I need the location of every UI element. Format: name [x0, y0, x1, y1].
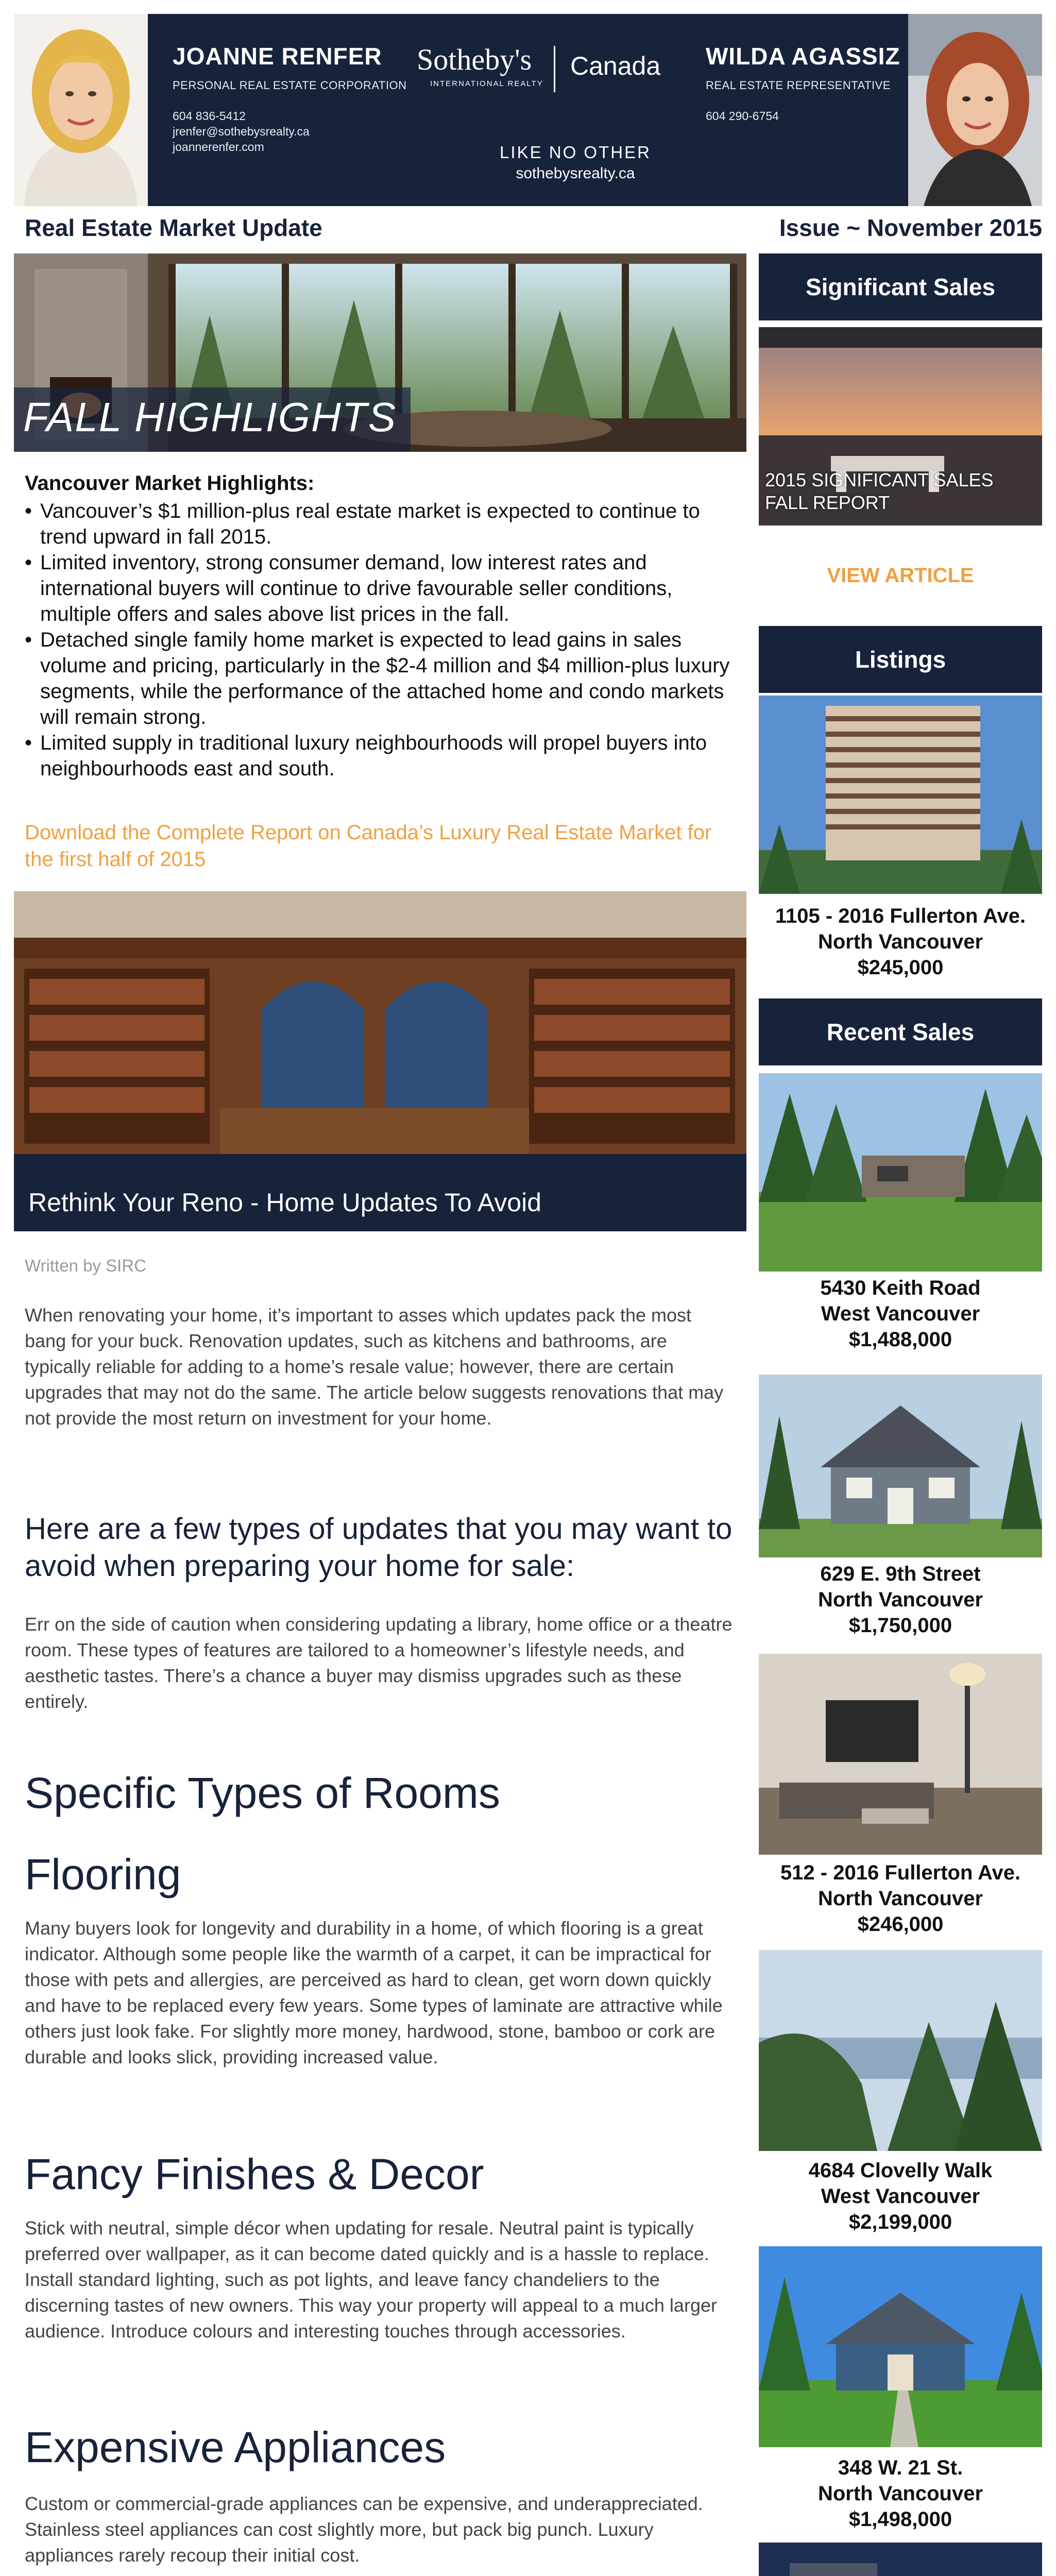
listing-address: 1105 - 2016 Fullerton Ave.	[775, 905, 1026, 927]
section-heading-flooring: Flooring	[25, 1850, 181, 1899]
recent-sales-heading: Recent Sales	[759, 998, 1042, 1065]
view-article-link[interactable]: VIEW ARTICLE	[827, 564, 974, 587]
listing-price: $245,000	[857, 956, 944, 979]
logo-divider	[554, 46, 555, 92]
recent-sale-image[interactable]	[759, 1073, 1042, 1272]
section-text-appliances: Custom or commercial-grade appliances can be expensive, and underappreciated. Stainless steel appliances can cost slightly more, but pack big punch. Luxury appliances rarely recoup their initial cost.	[25, 2493, 703, 2566]
recent-sale-info[interactable]	[759, 2158, 1042, 2235]
section-text-flooring: Many buyers look for longevity and durability in a home, of which flooring is a great indicator. Although some people like the warmth of a carpet, it can be impractical for those with pets and allergies, are perceived as hard to clean, get worn down quickly and have to be replaced every few years. Some types of laminate are attractive while others just look fake. For slightly more money, hardwood, stone, bamboo or cork are durable and looks slick, providing increased value.	[25, 1918, 723, 2067]
significant-sales-heading: Significant Sales	[759, 253, 1042, 320]
library-image[interactable]	[14, 891, 746, 1154]
recent-sale-address: 4684 Clovelly Walk	[808, 2159, 993, 2182]
newsletter-title: Real Estate Market Update	[25, 214, 322, 241]
recent-sale-info[interactable]	[759, 1860, 1042, 1937]
recent-sale-price: $1,488,000	[848, 1328, 952, 1351]
header-banner	[14, 14, 1042, 206]
sothebys-logo-text: Sotheby's	[417, 43, 532, 76]
company-website[interactable]: sothebysrealty.ca	[516, 165, 635, 182]
fall-highlights-caption: FALL HIGHLIGHTS	[23, 394, 397, 440]
recent-sale-image[interactable]	[759, 2543, 1042, 2576]
highlight-bullet: • Vancouver’s $1 million-plus real estate market is expected to continue to trend upward in fall 2015.	[25, 498, 736, 550]
left-agent-name: JOANNE RENFER	[173, 43, 382, 70]
article-intro: When renovating your home, it’s important to asses which updates pack the most bang for your buck. Renovation updates, such as kitchens and bathrooms, are typically reliable for adding to a home’s resale value; however, there are certain upgrades that may not do the same. The article below suggests renovations that may not provide the most return on investment for your home.	[25, 1304, 724, 1429]
recent-sale-price: $1,498,000	[848, 2508, 952, 2531]
recent-sale-address: 512 - 2016 Fullerton Ave.	[780, 1861, 1021, 1884]
listing-area: North Vancouver	[817, 930, 983, 953]
right-agent-phone: 604 290-6754	[706, 109, 779, 123]
recent-sale-area: West Vancouver	[821, 2185, 980, 2208]
recent-sale-info[interactable]	[759, 1275, 1042, 1352]
section-heading-rooms: Specific Types of Rooms	[25, 1769, 500, 1817]
recent-sale-image[interactable]	[759, 1950, 1042, 2151]
newsletter-issue: Issue ~ November 2015	[779, 214, 1042, 241]
section-heading-finishes: Fancy Finishes & Decor	[25, 2150, 484, 2198]
tagline: LIKE NO OTHER	[500, 143, 651, 162]
logo-canada: Canada	[570, 52, 661, 80]
listing-info[interactable]	[759, 903, 1042, 980]
recent-sale-area: North Vancouver	[817, 1588, 983, 1611]
agent-photo-wilda	[908, 14, 1042, 206]
updates-subheading: Here are a few types of updates that you may want to avoid when preparing your home for sale:	[25, 1512, 733, 1583]
sothebys-logo-subtext: INTERNATIONAL REALTY	[430, 79, 543, 88]
left-agent-email[interactable]: jrenfer@sothebysrealty.ca	[173, 125, 310, 138]
recent-sale-image[interactable]	[759, 2246, 1042, 2447]
listing-image-1105-fullerton[interactable]	[759, 696, 1042, 894]
recent-sale-address: 629 E. 9th Street	[820, 1563, 981, 1585]
recent-sale-area: North Vancouver	[817, 1887, 983, 1910]
agent-photo-joanne	[14, 14, 148, 206]
left-agent-phone: 604 836-5412	[173, 109, 246, 123]
recent-sale-price: $2,199,000	[848, 2211, 952, 2233]
right-agent-name: WILDA AGASSIZ	[706, 43, 900, 70]
recent-sale-image[interactable]	[759, 1654, 1042, 1855]
significant-sales-caption: 2015 SIGNIFICANT SALES FALL REPORT	[765, 469, 994, 513]
highlight-bullet: • Limited inventory, strong consumer demand, low interest rates and international buyers will continue to drive favourable seller conditions, multiple offers and sales above list prices in the fall.	[25, 550, 736, 627]
highlight-bullet: • Limited supply in traditional luxury neighbourhoods will propel buyers into neighbourhoods east and south.	[25, 730, 736, 782]
highlights-list	[25, 498, 736, 782]
left-agent-title: PERSONAL REAL ESTATE CORPORATION	[173, 79, 407, 92]
recent-sale-price: $1,750,000	[848, 1614, 952, 1637]
section-heading-appliances: Expensive Appliances	[25, 2423, 446, 2471]
left-agent-website[interactable]: joannerenfer.com	[173, 140, 264, 154]
highlight-bullet: • Detached single family home market is expected to lead gains in sales volume and pricing, particularly in the $2-4 million and $4 million-plus luxury segments, while the performance of the attached home and condo markets will remain strong.	[25, 627, 736, 730]
recent-sale-address: 348 W. 21 St.	[838, 2456, 963, 2479]
recent-sale-address: 5430 Keith Road	[820, 1277, 981, 1299]
updates-paragraph: Err on the side of caution when considering updating a library, home office or a theatre room. These types of features are tailored to a homeowner’s lifestyle needs, and aesthetic tastes. There’s a chance a buyer may dismiss upgrades such as these entirely.	[25, 1614, 733, 1712]
article-byline: Written by SIRC	[25, 1256, 146, 1275]
recent-sale-area: North Vancouver	[817, 2482, 983, 2505]
recent-sale-area: West Vancouver	[821, 1302, 980, 1325]
recent-sale-price: $246,000	[857, 1913, 944, 1936]
highlights-title: Vancouver Market Highlights:	[25, 472, 315, 495]
recent-sale-info[interactable]	[759, 1561, 1042, 1638]
recent-sale-info[interactable]	[759, 2455, 1042, 2532]
right-agent-title: REAL ESTATE REPRESENTATIVE	[706, 79, 891, 92]
recent-sale-image[interactable]	[759, 1375, 1042, 1557]
download-report-link[interactable]: Download the Complete Report on Canada’s Luxury Real Estate Market for the first half of 2015	[25, 821, 712, 871]
article-title[interactable]: Rethink Your Reno - Home Updates To Avoid	[28, 1188, 541, 1217]
section-text-finishes: Stick with neutral, simple décor when updating for resale. Neutral paint is typically preferred over wallpaper, as it can become dated quickly and is a hassle to replace. Install standard lighting, such as pot lights, and leave fancy chandeliers to the discerning tastes of new owners. This way your property will appeal to a much larger audience. Introduce colours and interesting touches through accessories.	[25, 2217, 717, 2342]
listings-heading: Listings	[759, 626, 1042, 693]
